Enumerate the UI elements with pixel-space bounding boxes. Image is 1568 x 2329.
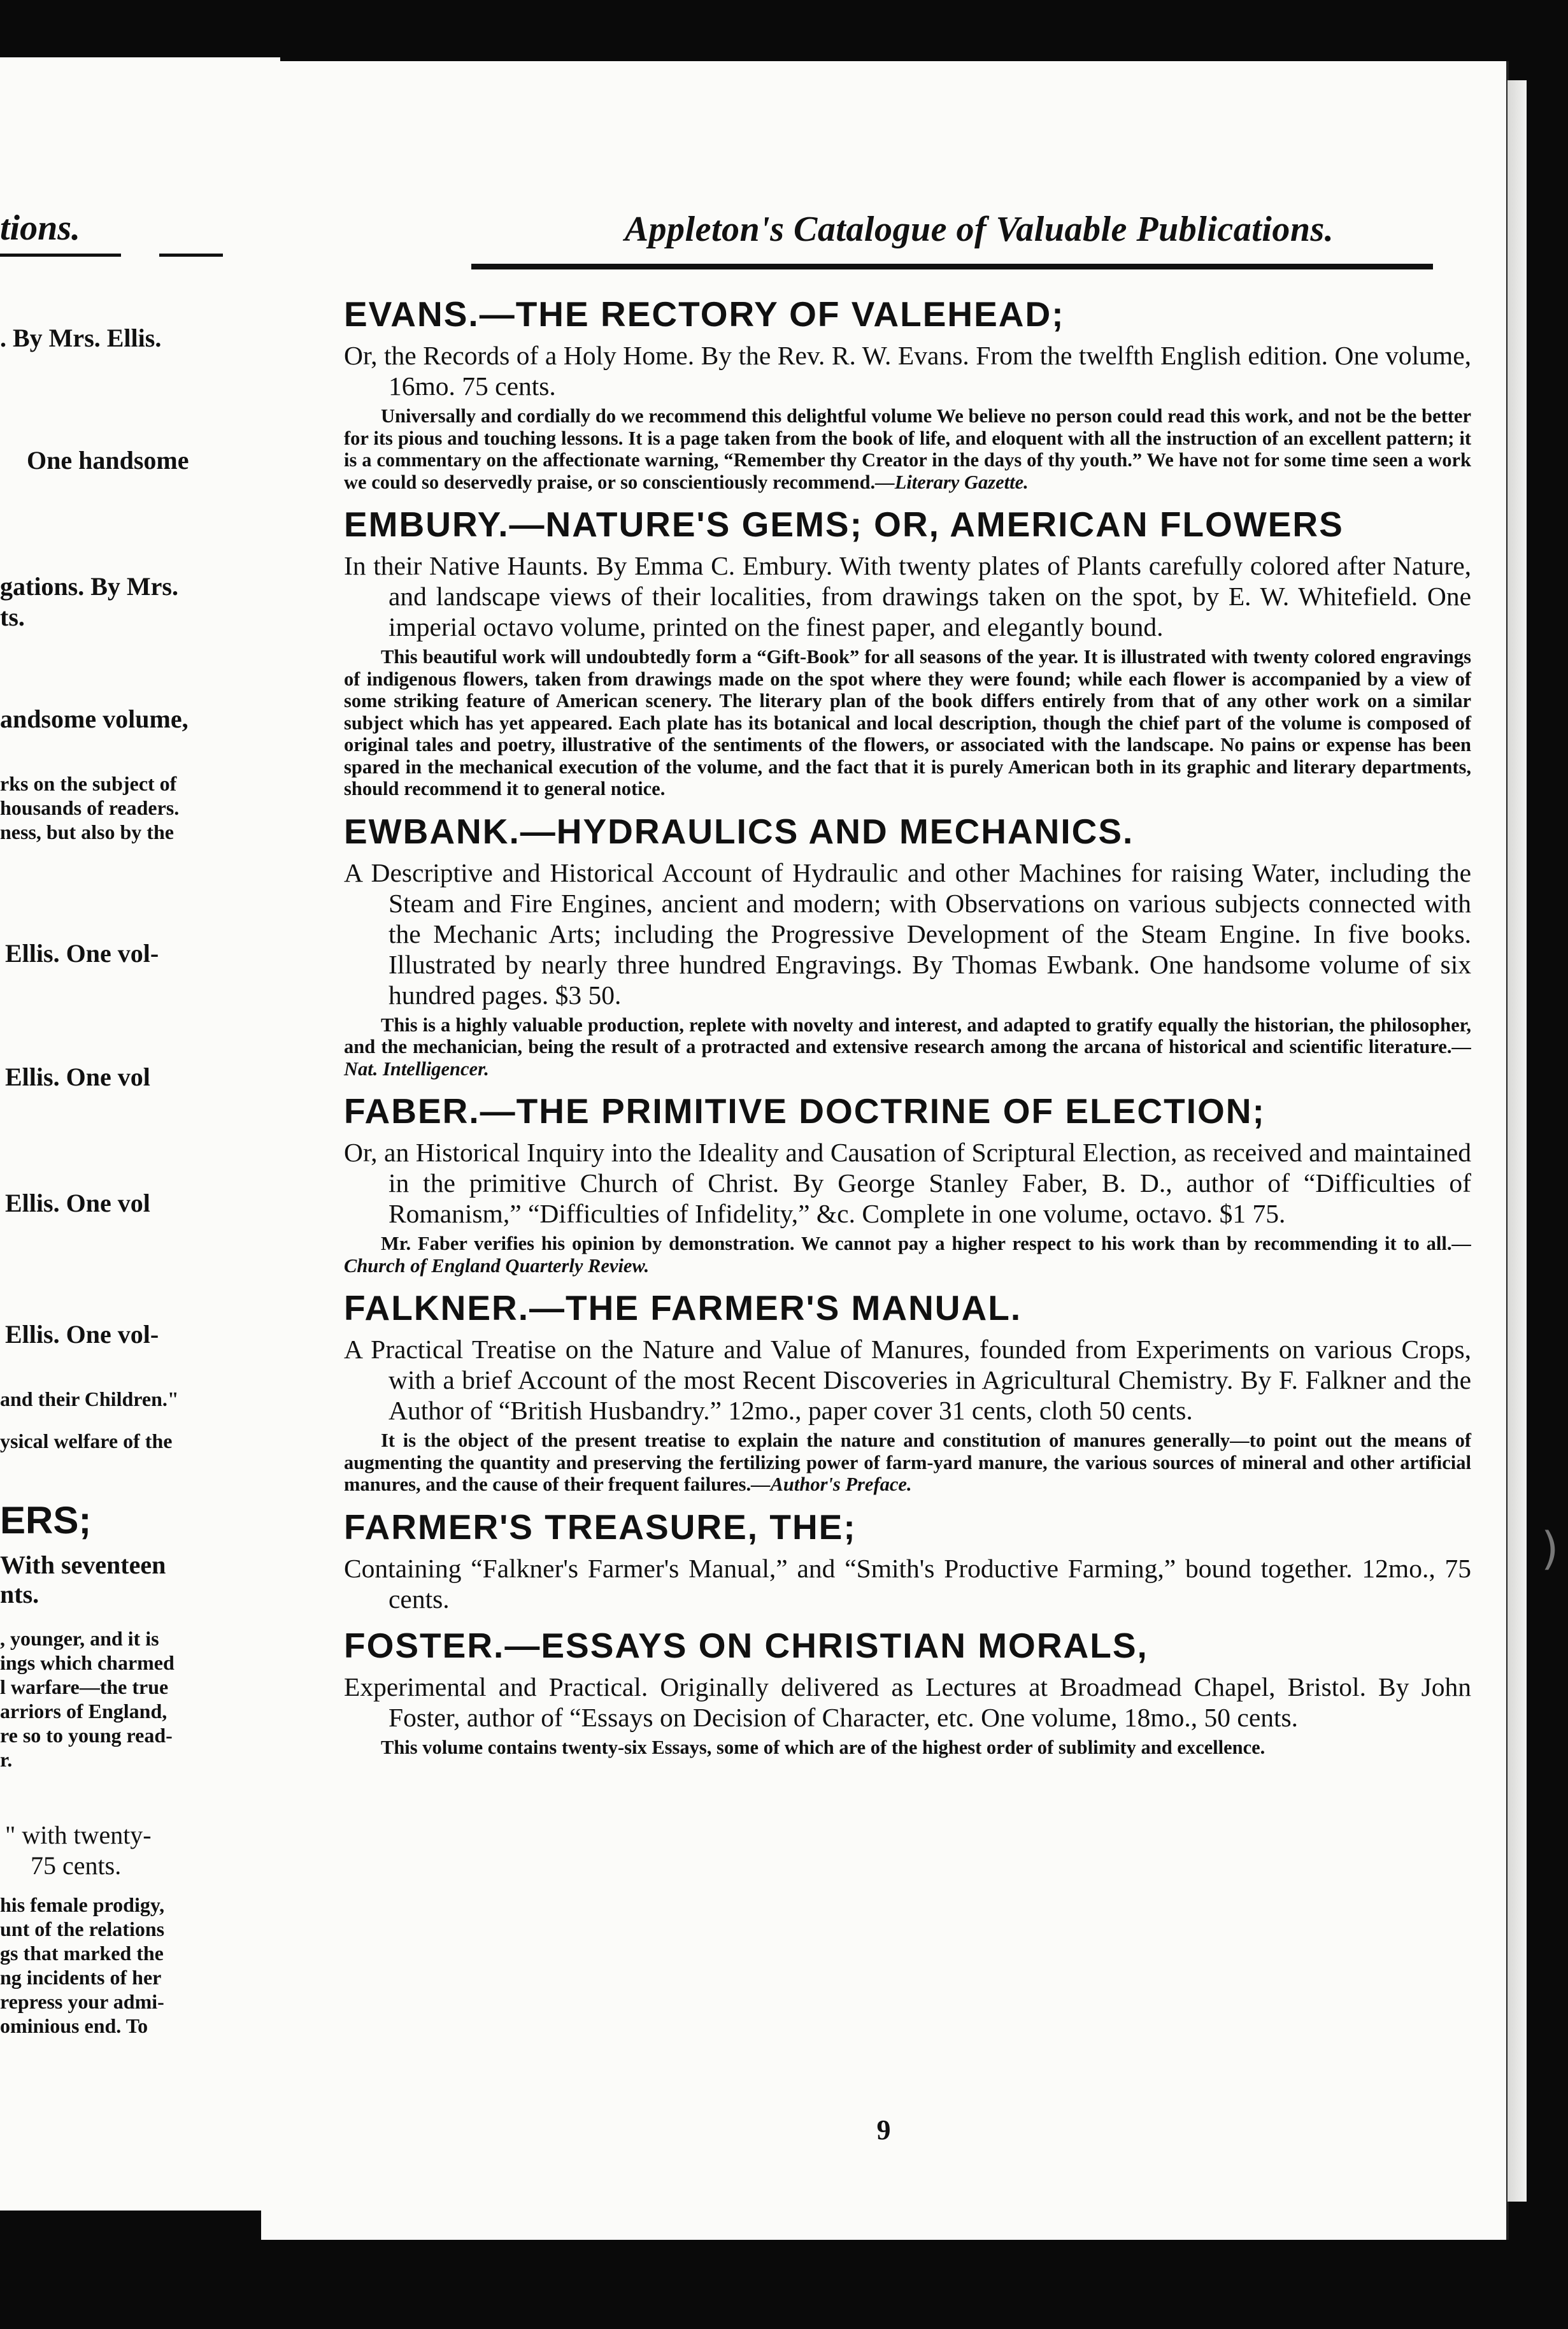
- entry-description: A Descriptive and Historical Account of Hydraulic and other Machines for raising Water, including the Steam and Fire Engines, ancient and modern; with Observations on various subjects connected with the Mechanic Arts; including the Progressive Development of the Steam Engine. In five books. Illustrated by nearly three hundred Engravings. By Thomas Ewbank. One handsome volume of six hundred pages. $3 50.: [344, 857, 1471, 1010]
- entry-review: [344, 1233, 1471, 1277]
- previous-page-line: ts.: [0, 603, 25, 631]
- previous-page-line: his female prodigy,: [0, 1893, 165, 1916]
- previous-page-line: Ellis. One vol-: [5, 1320, 159, 1349]
- entry-title: FALKNER.—THE FARMER'S MANUAL.: [344, 1288, 1022, 1328]
- previous-page-line: ings which charmed: [0, 1651, 175, 1674]
- previous-page-line: " with twenty-: [5, 1821, 152, 1849]
- previous-page-line: 75 cents.: [31, 1851, 122, 1880]
- entry-review: [344, 1430, 1471, 1496]
- previous-page-line: unt of the relations: [0, 1917, 165, 1940]
- previous-page-line: ng incidents of her: [0, 1966, 162, 1989]
- previous-page-line: nts.: [0, 1580, 39, 1609]
- review-text: Universally and cordially do we recommend this delightful volume We believe no person could read this work, and not be the better for its pious and touching lessons. It is a page taken from the book of life, and eloquent with all the instruction of an excellent pattern; it is a commentary on the affectionate warning, “Remember thy Creator in the days of thy youth.” We have not for some time seen a work we could so deservedly praise, or so conscientiously recommend.: [344, 405, 1471, 493]
- review-source: —Literary Gazette.: [875, 471, 1029, 493]
- previous-page-line: Ellis. One vol-: [5, 939, 159, 968]
- review-text: This is a highly valuable production, replete with novelty and interest, and adapted to gratify equally the historian, the philosopher, and the mechanician, being the result of a protracted and extensive research among the arcana of historical and scientific literature.: [344, 1014, 1471, 1057]
- previous-page-line: repress your admi-: [0, 1990, 164, 2013]
- review-source: —Nat. Intelligencer.: [344, 1036, 1471, 1080]
- previous-page-line: Ellis. One vol: [5, 1189, 150, 1217]
- catalogue-entry: [344, 1501, 1471, 1614]
- entry-description: Containing “Falkner's Farmer's Manual,” and “Smith's Productive Farming,” bound together. 12mo., 75 cents.: [344, 1553, 1471, 1614]
- previous-page-line: Ellis. One vol: [5, 1063, 150, 1091]
- previous-page-line: , younger, and it is: [0, 1627, 159, 1650]
- review-text: It is the object of the present treatise to explain the nature and constitution of manures generally—to point out the means of augmenting the quantity and preserving the fertilizing power of farm-yard manure, the various sources of mineral and other artificial manures, and the cause of their frequent failures.: [344, 1430, 1471, 1495]
- running-head: Appleton's Catalogue of Valuable Publications.: [624, 210, 1334, 249]
- entry-description: Experimental and Practical. Originally delivered as Lectures at Broadmead Chapel, Bristol. By John Foster, author of “Essays on Decision of Character, etc. One volume, 18mo., 50 cents.: [344, 1672, 1471, 1732]
- previous-page-line: One handsome: [27, 446, 189, 475]
- catalogue-entry: [344, 1085, 1471, 1277]
- previous-page-line: . By Mrs. Ellis.: [0, 324, 162, 352]
- catalogue-entry: [344, 1619, 1471, 1759]
- previous-page-line: With seventeen: [0, 1551, 166, 1579]
- review-text: This volume contains twenty-six Essays, some of which are of the highest order of sublimity and excellence.: [381, 1736, 1265, 1758]
- catalogue-page: [261, 61, 1506, 2240]
- previous-page-fragment: [0, 57, 280, 2211]
- review-text: This beautiful work will undoubtedly form a “Gift-Book” for all seasons of the year. It is illustrated with twenty colored engravings of indigenous flowers, taken from drawings made on the spot where they were found; while each flower is accompanied by a view of some striking feature of American scenery. The literary plan of the book differs entirely from that of any other work on a similar subject which has yet appeared. Each plate has its botanical and local description, though the chief part of the volume is composed of original tales and poetry, illustrative of the sentiments of the flowers, or associated with the landscape. No pains or expense has been spared in the mechanical execution of the volume, and the fact that it is purely American both in its graphic and literary departments, should recommend it to general notice.: [344, 646, 1471, 799]
- binding-mark: ): [1541, 1523, 1559, 1575]
- entry-title: EWBANK.—HYDRAULICS AND MECHANICS.: [344, 811, 1134, 851]
- previous-page-running-head: tions.: [0, 208, 81, 248]
- page-edge: [1507, 80, 1527, 2202]
- entry-review: [344, 1014, 1471, 1080]
- previous-page-line: gations. By Mrs.: [0, 572, 178, 601]
- catalogue-entry: [344, 498, 1471, 800]
- entry-title: FARMER'S TREASURE, THE;: [344, 1507, 857, 1547]
- catalogue-entry: [344, 1282, 1471, 1496]
- entry-review: [344, 1737, 1471, 1759]
- previous-page-line: l warfare—the true: [0, 1675, 169, 1698]
- entry-title: EMBURY.—NATURE'S GEMS; OR, AMERICAN FLOWERS: [344, 505, 1344, 544]
- previous-page-rule: [159, 254, 223, 257]
- previous-page-line: re so to young read-: [0, 1724, 173, 1747]
- previous-page-line: and their Children.": [0, 1387, 179, 1410]
- review-source: —Church of England Quarterly Review.: [344, 1233, 1471, 1277]
- previous-page-line: r.: [0, 1748, 13, 1771]
- previous-page-line: rks on the subject of: [0, 772, 177, 795]
- entry-description: In their Native Haunts. By Emma C. Embury. With twenty plates of Plants carefully colored after Nature, and landscape views of their localities, from drawings taken on the spot, by E. W. Whitefield. One imperial octavo volume, printed on the finest paper, and elegantly bound.: [344, 551, 1471, 641]
- previous-page-line: ysical welfare of the: [0, 1430, 173, 1452]
- review-text: Mr. Faber verifies his opinion by demonstration. We cannot pay a higher respect to his work than by recommending it to all.: [381, 1233, 1452, 1254]
- previous-page-line: andsome volume,: [0, 705, 189, 733]
- page-number: 9: [876, 2114, 891, 2146]
- previous-page-rule: [0, 254, 121, 257]
- entry-review: [344, 405, 1471, 493]
- entry-title: EVANS.—THE RECTORY OF VALEHEAD;: [344, 294, 1065, 334]
- previous-page-line: ERS;: [0, 1499, 92, 1542]
- entry-description: Or, the Records of a Holy Home. By the Rev. R. W. Evans. From the twelfth English edition. One volume, 16mo. 75 cents.: [344, 341, 1471, 401]
- catalogue-entry: [344, 288, 1471, 493]
- previous-page-line: ness, but also by the: [0, 821, 174, 843]
- entry-description: A Practical Treatise on the Nature and Value of Manures, founded from Experiments on various Crops, with a brief Account of the most Recent Discoveries in Agricultural Chemistry. By F. Falkner and the Author of “British Husbandry.” 12mo., paper cover 31 cents, cloth 50 cents.: [344, 1335, 1471, 1425]
- entry-title: FOSTER.—ESSAYS ON CHRISTIAN MORALS,: [344, 1625, 1148, 1665]
- entry-description: Or, an Historical Inquiry into the Ideality and Causation of Scriptural Election, as received and maintained in the primitive Church of Christ. By George Stanley Faber, B. D., author of “Difficulties of Romanism,” “Difficulties of Infidelity,” &c. Complete in one volume, octavo. $1 75.: [344, 1138, 1471, 1228]
- entry-review: [344, 646, 1471, 800]
- previous-page-line: housands of readers.: [0, 796, 180, 819]
- running-head-rule: [471, 264, 1433, 269]
- review-source: —Author's Preface.: [751, 1473, 912, 1495]
- previous-page-line: arriors of England,: [0, 1700, 167, 1723]
- previous-page-line: ominious end. To: [0, 2014, 148, 2037]
- entry-title: FABER.—THE PRIMITIVE DOCTRINE OF ELECTION;: [344, 1091, 1265, 1131]
- catalogue-entry: [344, 805, 1471, 1080]
- catalogue-entries: [344, 284, 1471, 1763]
- previous-page-line: gs that marked the: [0, 1942, 164, 1965]
